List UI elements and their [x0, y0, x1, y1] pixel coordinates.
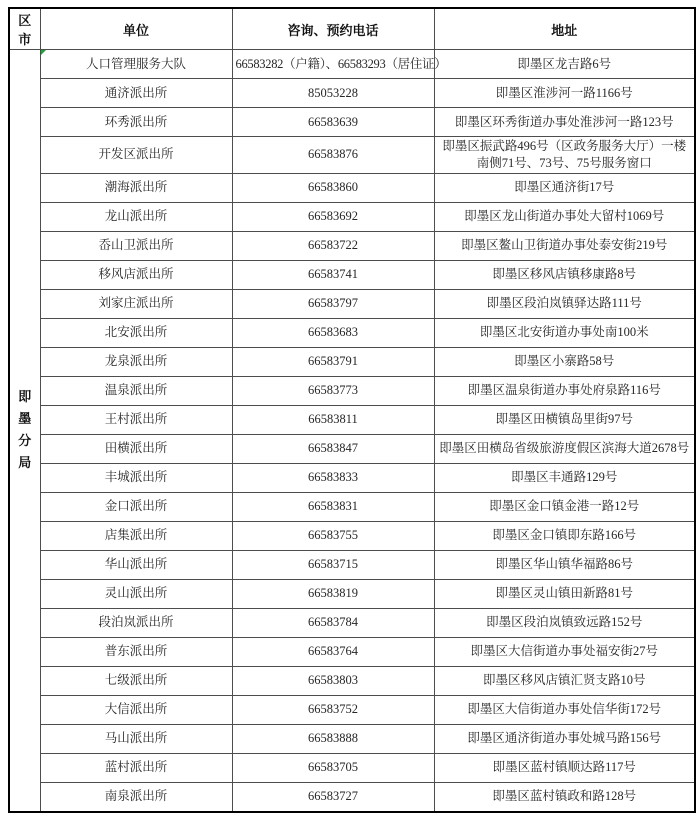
- address-cell: 即墨区蓝村镇政和路128号: [434, 782, 695, 812]
- table-row: [9, 666, 695, 695]
- unit-name: 潮海派出所: [104, 180, 168, 195]
- unit-cell: [40, 463, 232, 492]
- phone-cell: 66583705: [232, 753, 434, 782]
- unit-cell: [40, 492, 232, 521]
- unit-name: 北安派出所: [104, 325, 168, 340]
- phone-cell: 66583715: [232, 550, 434, 579]
- table-row: [9, 463, 695, 492]
- cell-error-marker-icon: [41, 50, 46, 55]
- table-row: [9, 782, 695, 812]
- unit-name: 大信派出所: [104, 702, 168, 717]
- unit-cell: [40, 108, 232, 137]
- unit-name: 刘家庄派出所: [98, 296, 174, 311]
- district-cell: [9, 50, 40, 812]
- unit-name: 人口管理服务大队: [85, 56, 186, 71]
- unit-name: 通济派出所: [104, 85, 168, 100]
- phone-cell: 66583722: [232, 231, 434, 260]
- address-cell: 即墨区小寨路58号: [434, 347, 695, 376]
- phone-cell: 66583791: [232, 347, 434, 376]
- phone-cell: 66583831: [232, 492, 434, 521]
- unit-cell: [40, 405, 232, 434]
- unit-cell: [40, 521, 232, 550]
- table-row: [9, 579, 695, 608]
- address-cell: 即墨区龙山街道办事处大留村1069号: [434, 202, 695, 231]
- address-cell: 即墨区段泊岚镇驿达路111号: [434, 289, 695, 318]
- phone-cell: 66583811: [232, 405, 434, 434]
- unit-cell: [40, 202, 232, 231]
- phone-cell: 66583784: [232, 608, 434, 637]
- table-row: [9, 50, 695, 79]
- table-row: [9, 637, 695, 666]
- unit-name: 丰城派出所: [104, 470, 168, 485]
- unit-cell: [40, 376, 232, 405]
- address-cell: 即墨区温泉街道办事处府泉路116号: [434, 376, 695, 405]
- table-row: [9, 434, 695, 463]
- unit-name: 王村派出所: [104, 412, 168, 427]
- address-cell: 即墨区龙吉路6号: [434, 50, 695, 79]
- phone-cell: 66583741: [232, 260, 434, 289]
- unit-name: 温泉派出所: [104, 383, 168, 398]
- address-cell: 即墨区北安街道办事处南100米: [434, 318, 695, 347]
- address-cell: 即墨区移风店镇移康路8号: [434, 260, 695, 289]
- unit-cell: [40, 434, 232, 463]
- unit-cell: [40, 608, 232, 637]
- police-contact-table: [8, 7, 696, 813]
- phone-cell: 66583847: [232, 434, 434, 463]
- phone-cell: 66583797: [232, 289, 434, 318]
- table-row: [9, 405, 695, 434]
- phone-cell: 66583692: [232, 202, 434, 231]
- unit-name: 开发区派出所: [98, 147, 174, 162]
- unit-name: 店集派出所: [104, 528, 168, 543]
- table-row: [9, 108, 695, 137]
- phone-cell: 66583727: [232, 782, 434, 812]
- table-row: [9, 608, 695, 637]
- unit-cell: [40, 50, 232, 79]
- unit-name: 华山派出所: [104, 557, 168, 572]
- unit-cell: [40, 318, 232, 347]
- table-row: [9, 753, 695, 782]
- header-row: [9, 8, 695, 50]
- phone-cell: 66583639: [232, 108, 434, 137]
- unit-name: 龙山派出所: [104, 209, 168, 224]
- table-row: [9, 260, 695, 289]
- unit-name: 段泊岚派出所: [98, 615, 174, 630]
- address-cell: 即墨区通济街道办事处城马路156号: [434, 724, 695, 753]
- table-row: [9, 376, 695, 405]
- address-cell: 即墨区淮涉河一路1166号: [434, 79, 695, 108]
- address-cell: 即墨区田横岛省级旅游度假区滨海大道2678号: [434, 434, 695, 463]
- unit-name: 灵山派出所: [104, 586, 168, 601]
- unit-name: 龙泉派出所: [104, 354, 168, 369]
- phone-cell: 66583819: [232, 579, 434, 608]
- address-cell: 即墨区移风店镇汇贤支路10号: [434, 666, 695, 695]
- address-cell: 即墨区大信街道办事处福安街27号: [434, 637, 695, 666]
- table-row: [9, 289, 695, 318]
- address-cell: 即墨区田横镇岛里街97号: [434, 405, 695, 434]
- phone-cell: 66583773: [232, 376, 434, 405]
- address-cell: 即墨区段泊岚镇致远路152号: [434, 608, 695, 637]
- phone-cell: 66583888: [232, 724, 434, 753]
- unit-name: 田横派出所: [104, 441, 168, 456]
- phone-cell: 66583282（户籍）、66583293（居住证）: [232, 50, 434, 79]
- table-row: [9, 231, 695, 260]
- phone-cell: 66583752: [232, 695, 434, 724]
- unit-name: 南泉派出所: [104, 789, 168, 804]
- table-row: [9, 173, 695, 202]
- table-row: [9, 724, 695, 753]
- address-cell: 即墨区华山镇华福路86号: [434, 550, 695, 579]
- unit-cell: [40, 724, 232, 753]
- address-cell: 即墨区金口镇即东路166号: [434, 521, 695, 550]
- unit-cell: [40, 637, 232, 666]
- header-unit: 单位: [40, 8, 232, 50]
- phone-cell: 66583860: [232, 173, 434, 202]
- table-row: [9, 79, 695, 108]
- unit-cell: [40, 289, 232, 318]
- header-address: 地址: [434, 8, 695, 50]
- unit-name: 环秀派出所: [104, 114, 168, 129]
- header-phone: 咨询、预约电话: [232, 8, 434, 50]
- phone-cell: 66583833: [232, 463, 434, 492]
- unit-cell: [40, 260, 232, 289]
- unit-cell: [40, 137, 232, 174]
- address-cell: 即墨区金口镇金港一路12号: [434, 492, 695, 521]
- phone-cell: 85053228: [232, 79, 434, 108]
- unit-name: 七级派出所: [104, 673, 168, 688]
- unit-name: 移风店派出所: [98, 267, 174, 282]
- unit-cell: [40, 79, 232, 108]
- district-label: 即墨分局: [18, 389, 32, 471]
- address-cell: 即墨区灵山镇田新路81号: [434, 579, 695, 608]
- unit-cell: [40, 173, 232, 202]
- address-cell: 即墨区振武路496号（区政务服务大厅）一楼南侧71号、73号、75号服务窗口: [434, 137, 695, 174]
- table-row: [9, 695, 695, 724]
- table-row: [9, 550, 695, 579]
- unit-cell: [40, 695, 232, 724]
- unit-name: 蓝村派出所: [104, 760, 168, 775]
- address-cell: 即墨区大信街道办事处信华街172号: [434, 695, 695, 724]
- phone-cell: 66583683: [232, 318, 434, 347]
- address-cell: 即墨区通济街17号: [434, 173, 695, 202]
- address-cell: 即墨区环秀街道办事处淮涉河一路123号: [434, 108, 695, 137]
- phone-cell: 66583764: [232, 637, 434, 666]
- unit-name: 金口派出所: [104, 499, 168, 514]
- table-row: [9, 318, 695, 347]
- unit-cell: [40, 666, 232, 695]
- unit-cell: [40, 231, 232, 260]
- table-row: [9, 492, 695, 521]
- phone-cell: 66583876: [232, 137, 434, 174]
- unit-name: 马山派出所: [104, 731, 168, 746]
- unit-cell: [40, 550, 232, 579]
- table-row: [9, 202, 695, 231]
- table-row: [9, 347, 695, 376]
- unit-cell: [40, 347, 232, 376]
- phone-cell: 66583803: [232, 666, 434, 695]
- unit-cell: [40, 782, 232, 812]
- address-cell: 即墨区丰通路129号: [434, 463, 695, 492]
- unit-cell: [40, 579, 232, 608]
- address-cell: 即墨区鳌山卫街道办事处泰安街219号: [434, 231, 695, 260]
- unit-name: 岙山卫派出所: [98, 238, 174, 253]
- unit-cell: [40, 753, 232, 782]
- address-cell: 即墨区蓝村镇顺达路117号: [434, 753, 695, 782]
- phone-cell: 66583755: [232, 521, 434, 550]
- unit-name: 普东派出所: [104, 644, 168, 659]
- table-row: [9, 137, 695, 174]
- table-row: [9, 521, 695, 550]
- header-district: 区市: [9, 8, 40, 50]
